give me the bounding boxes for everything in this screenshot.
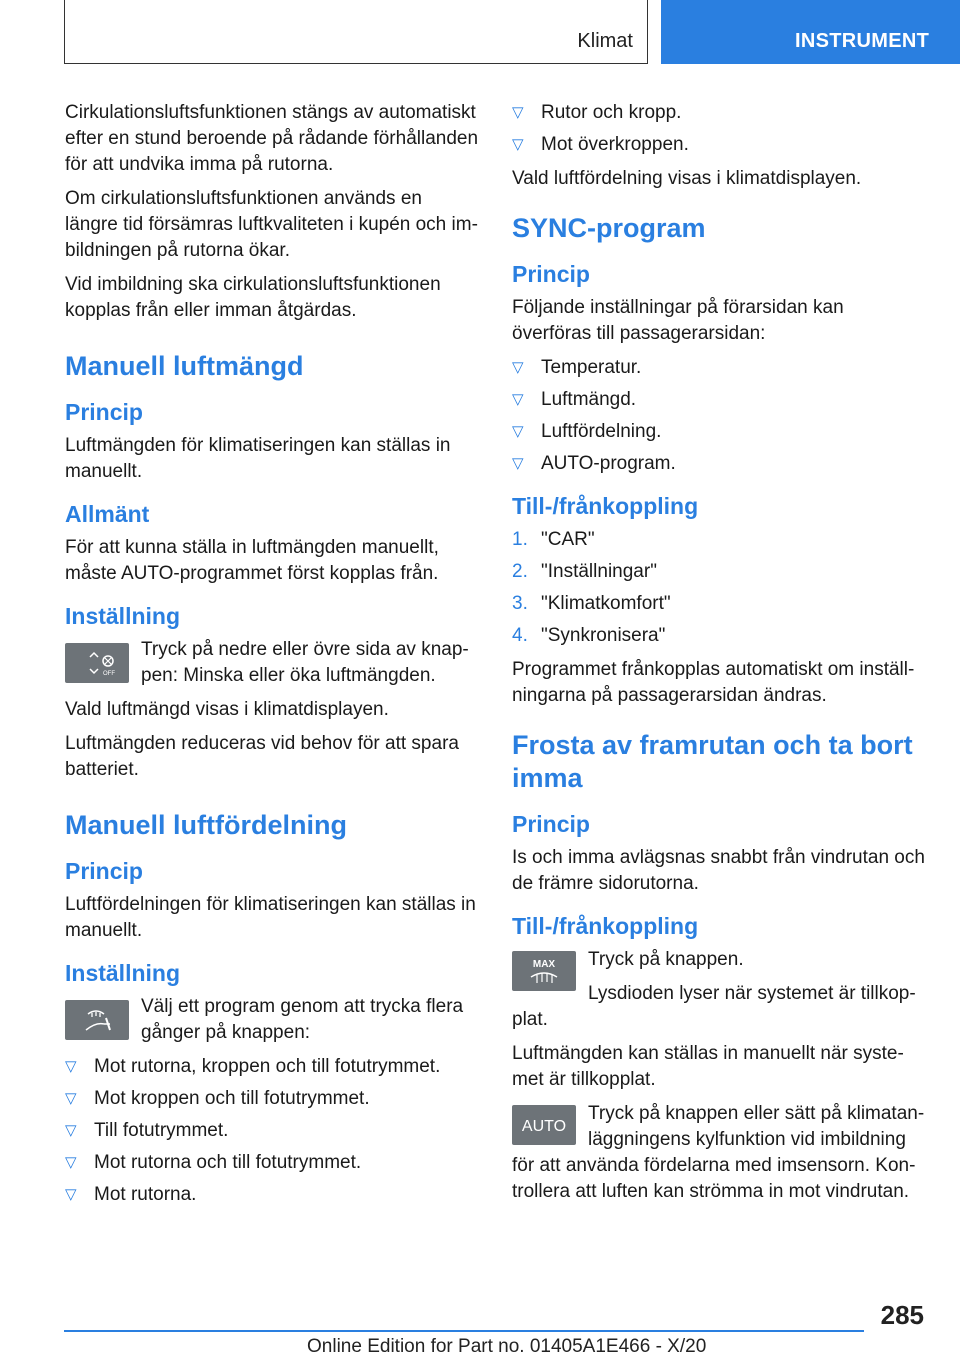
list-item: ▽ Mot kroppen och till fotutrymmet.: [65, 1086, 480, 1112]
heading-toggle-1: Till-/frånkoppling: [512, 493, 699, 519]
triangle-bullet-icon: ▽: [65, 1186, 77, 1203]
svg-text:AUTO: AUTO: [521, 1118, 567, 1135]
principle-2-text: Luftfördelningen för klimatiseringen kan ställas in manuellt.: [65, 894, 476, 941]
air-volume-manual-text: Luftmängden kan ställas in manuellt när systemet är tillkopplat.: [512, 1043, 904, 1090]
distribution-display-text: Vald luftfördelning visas i klimatdisplayen.: [512, 168, 862, 189]
footer-edition: Online Edition for Part no. 01405A1E466 - X/20: [307, 1336, 707, 1357]
air-volume-display-text: Vald luftmängd visas i klimatdisplayen.: [65, 699, 389, 720]
instrument-tab-label: INSTRUMENT: [795, 30, 930, 52]
intro-paragraph-2: Om cirkulationsluftsfunktionen används en längre tid försämras luftkvaliteten i kupén och imbildningen på rutorna ökar.: [65, 188, 478, 261]
svg-text:OFF: OFF: [103, 671, 115, 677]
instrument-tab[interactable]: [661, 0, 960, 64]
footer-divider: [64, 1330, 864, 1332]
header-box: [64, 0, 648, 64]
heading-setting-2: Inställning: [65, 960, 180, 986]
list-item: ▽ Till fotutrymmet.: [65, 1118, 480, 1144]
right-column: [512, 100, 927, 1213]
max-defrost-block: [512, 947, 927, 1041]
list-item: ▽ Mot överkroppen.: [512, 132, 927, 158]
page-number: 285: [880, 1300, 924, 1330]
heading-setting-1: Inställning: [65, 603, 180, 629]
heading-principle-1: Princip: [65, 399, 143, 425]
list-item: ▽ Mot rutorna, kroppen och till fotutrymmet.: [65, 1054, 480, 1080]
list-item: ▽ AUTO-program.: [512, 451, 927, 477]
list-item: ▽ Mot rutorna och till fotutrymmet.: [65, 1150, 480, 1176]
list-item: ▽ Temperatur.: [512, 355, 927, 381]
triangle-bullet-icon: ▽: [512, 359, 524, 376]
triangle-bullet-icon: ▽: [512, 423, 524, 440]
triangle-bullet-icon: ▽: [512, 455, 524, 472]
heading-defrost: Frosta av framrutan och ta bort imma: [512, 730, 913, 793]
auto-block: [512, 1101, 927, 1213]
heading-principle-4: Princip: [512, 811, 590, 837]
heading-general: Allmänt: [65, 501, 150, 527]
svg-text:MAX: MAX: [532, 959, 556, 970]
intro-paragraph-1: Cirkulationsluftsfunktionen stängs av automatiskt efter en stund beroende på rådande förhållanden för att undvika imma på rutorna.: [65, 102, 479, 175]
fan-setting-row: [65, 637, 480, 689]
heading-manual-air-distribution: Manuell luftfördelning: [65, 810, 347, 840]
heading-toggle-2: Till-/frånkoppling: [512, 913, 699, 939]
triangle-bullet-icon: ▽: [65, 1090, 77, 1107]
press-button-text: Tryck på knappen.: [588, 949, 744, 970]
auto-button-icon: [512, 1105, 576, 1145]
heading-principle-3: Princip: [512, 261, 590, 287]
auto-defog-text: Tryck på knappen eller sätt på klimatanläggningens kylfunktion vid imbildning för att använda fördelarna med imsensorn. Kontrollera att luften kan strömma in mot vindrutan.: [512, 1103, 925, 1202]
list-item: ▽ Luftmängd.: [512, 387, 927, 413]
triangle-bullet-icon: ▽: [512, 104, 524, 121]
list-item: ▽ Luftfördelning.: [512, 419, 927, 445]
heading-principle-2: Princip: [65, 858, 143, 884]
triangle-bullet-icon: ▽: [512, 136, 524, 153]
distribution-list-continued: [512, 100, 927, 158]
sync-steps: [512, 527, 927, 649]
general-text: För att kunna ställa in luftmängden manuellt, måste AUTO-programmet först kopplas från.: [65, 537, 439, 584]
triangle-bullet-icon: ▽: [65, 1154, 77, 1171]
fan-off-icon: [65, 643, 129, 683]
distribution-list: [65, 1054, 480, 1208]
distribution-setting-row: [65, 994, 480, 1046]
principle-4-text: Is och imma avlägsnas snabbt från vindrutan och de främre sidorutorna.: [512, 847, 925, 894]
list-item: ▽ Mot rutorna.: [65, 1182, 480, 1208]
heading-sync-program: SYNC-program: [512, 213, 706, 243]
list-item: ▽ Rutor och kropp.: [512, 100, 927, 126]
step-item: 4. "Synkronisera": [512, 625, 666, 646]
heading-manual-air-volume: Manuell luftmängd: [65, 351, 304, 381]
intro-paragraph-3: Vid imbildning ska cirkulationsluftsfunktionen kopplas från eller imman åtgärdas.: [65, 274, 441, 321]
sync-auto-off-text: Programmet frånkopplas automatiskt om inställningarna på passagerarsidan ändras.: [512, 659, 915, 706]
step-item: 3. "Klimatkomfort": [512, 593, 671, 614]
triangle-bullet-icon: ▽: [512, 391, 524, 408]
distribution-setting-text: Välj ett program genom att trycka flera gånger på knappen:: [141, 996, 464, 1043]
step-item: 2. "Inställningar": [512, 561, 657, 582]
sync-list: [512, 355, 927, 477]
fan-setting-text: Tryck på nedre eller övre sida av knappen: Minska eller öka luftmängden.: [141, 639, 469, 686]
air-distribution-icon: [65, 1000, 129, 1040]
max-defrost-icon: [512, 951, 576, 991]
principle-3-text: Följande inställningar på förarsidan kan överföras till passagerarsidan:: [512, 297, 844, 344]
triangle-bullet-icon: ▽: [65, 1122, 77, 1139]
step-item: 1. "CAR": [512, 529, 595, 550]
air-volume-battery-text: Luftmängden reduceras vid behov för att spara batteriet.: [65, 733, 459, 780]
triangle-bullet-icon: ▽: [65, 1058, 77, 1075]
led-text: Lysdioden lyser när systemet är tillkopplat.: [512, 983, 916, 1030]
left-column: [65, 100, 480, 1216]
section-title: Klimat: [577, 30, 633, 52]
principle-1-text: Luftmängden för klimatiseringen kan ställas in manuellt.: [65, 435, 451, 482]
